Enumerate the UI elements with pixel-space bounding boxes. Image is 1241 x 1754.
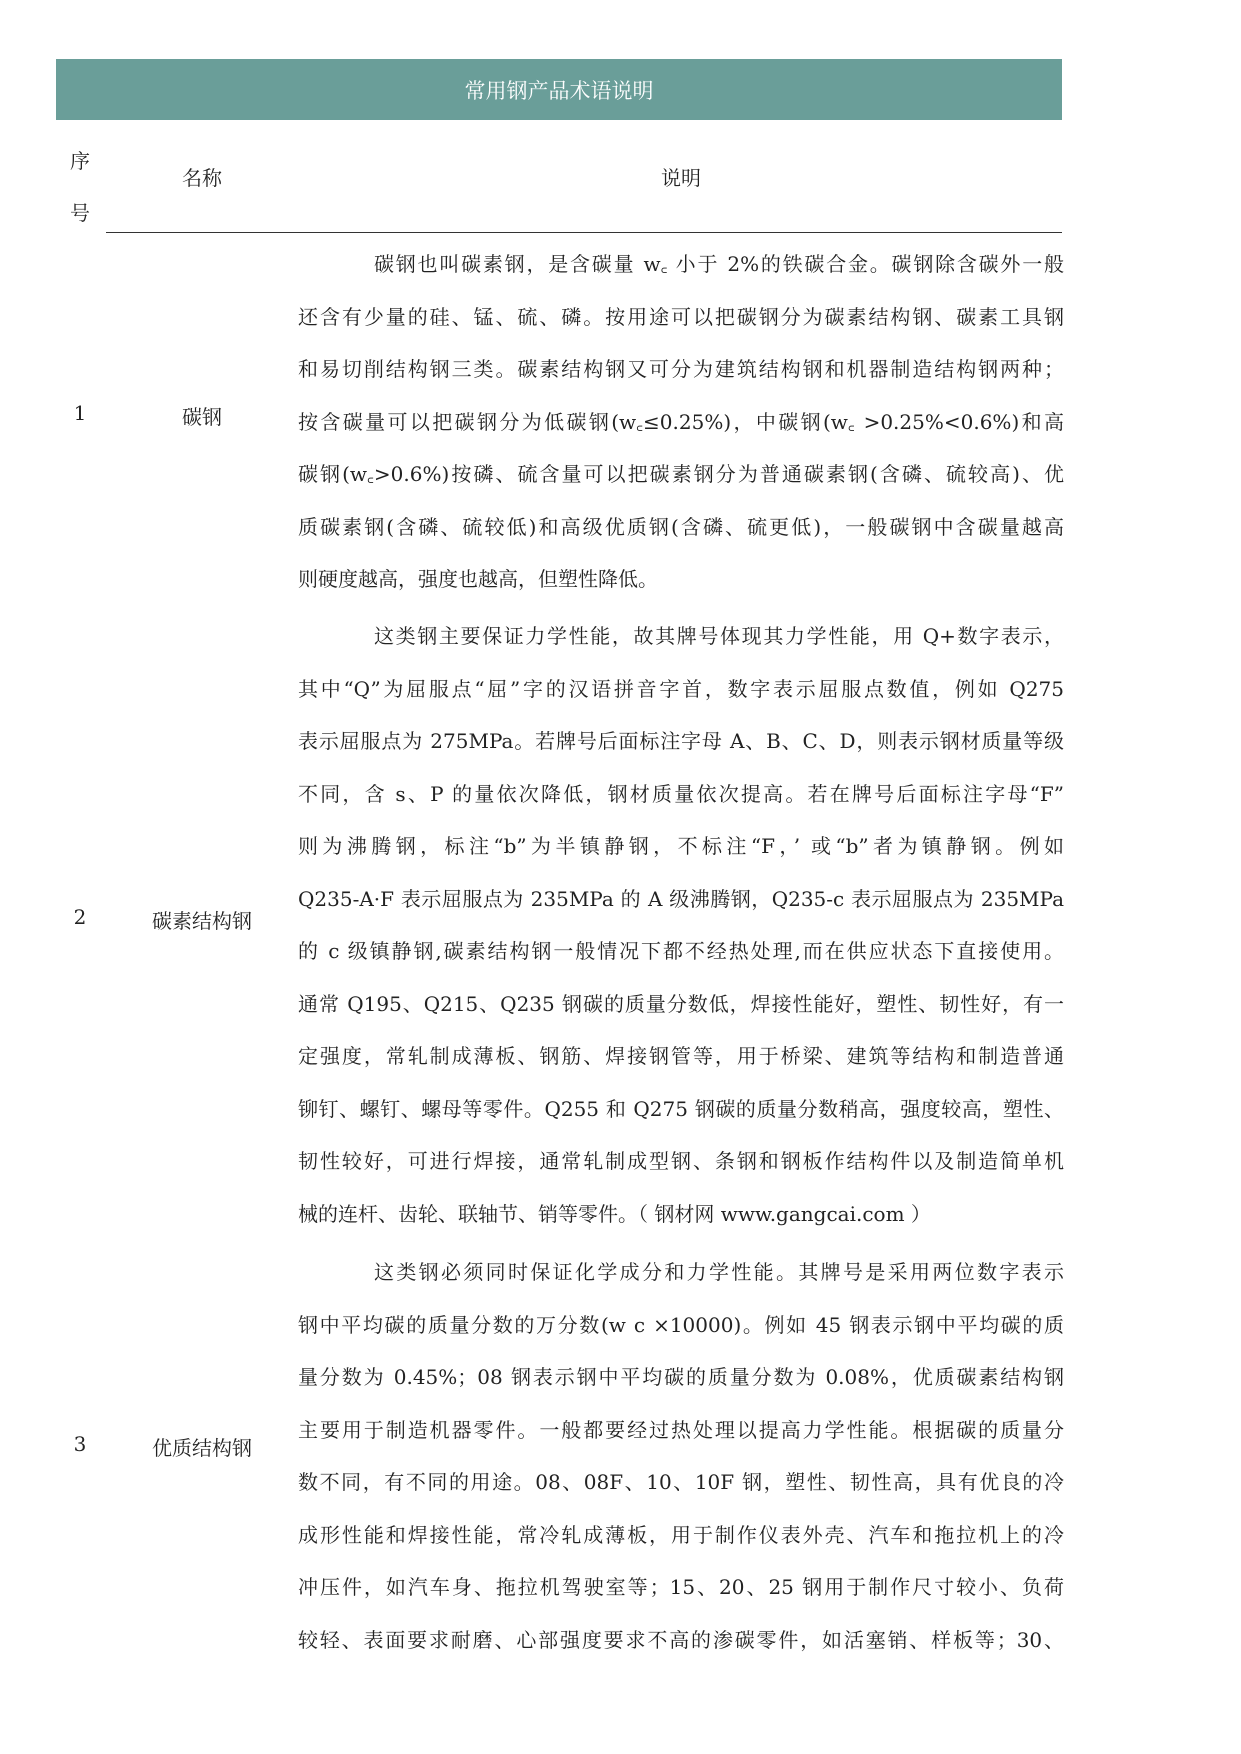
desc-line: 通常 Q195、Q215、Q235 钢碳的质量分数低，焊接性能好，塑性、韧性好，有一 <box>298 991 1064 1016</box>
desc-line: 量分数为 0.45%；08 钢表示钢中平均碳的质量分数为 0.08%，优质碳素结构钢 <box>298 1365 1064 1389</box>
row-3-desc <box>298 1246 1064 1666</box>
desc-line: 则硬度越高，强度也越高，但塑性降低。 <box>298 567 658 591</box>
desc-line: 按含碳量可以把碳钢分为低碳钢(w꜀≤0.25%)，中碳钢(w꜀ >0.25%<0.6%)和高 <box>298 409 1064 434</box>
desc-line: 则为沸腾钢，标注“b”为半镇静钢，不标注“F，’ 或“b”者为镇静钢。例如 <box>298 834 1064 858</box>
desc-line: 还含有少量的硅、锰、硫、磷。按用途可以把碳钢分为碳素结构钢、碳素工具钢 <box>298 304 1064 329</box>
header-name: 名称 <box>182 166 222 190</box>
desc-line: 表示屈服点为 275MPa。若牌号后面标注字母 A、B、C、D，则表示钢材质量等级 <box>298 729 1064 753</box>
desc-line: 冲压件，如汽车身、拖拉机驾驶室等；15、20、25 钢用于制作尺寸较小、负荷 <box>298 1575 1064 1599</box>
row-1-desc <box>298 238 1064 606</box>
row-2-num: 2 <box>73 905 87 929</box>
desc-line: 铆钉、螺钉、螺母等零件。Q255 和 Q275 钢碳的质量分数稍高，强度较高，塑性、 <box>298 1096 1064 1121</box>
row-1-name: 碳钢 <box>182 405 222 429</box>
row-1-num: 1 <box>73 401 87 425</box>
desc-line: 这类钢必须同时保证化学成分和力学性能。其牌号是采用两位数字表示 <box>374 1260 1064 1284</box>
desc-line: 碳钢(w꜀>0.6%)按磷、硫含量可以把碳素钢分为普通碳素钢(含磷、硫较高)、优 <box>298 462 1064 486</box>
desc-line: 的 c 级镇静钢,碳素结构钢一般情况下都不经热处理,而在供应状态下直接使用。 <box>298 939 1064 963</box>
header-seq-line-1: 序 <box>70 149 90 173</box>
desc-line: 成形性能和焊接性能，常冷轧成薄板，用于制作仪表外壳、汽车和拖拉机上的冷 <box>298 1522 1064 1547</box>
desc-line: 主要用于制造机器零件。一般都要经过热处理以提高力学性能。根据碳的质量分 <box>298 1417 1064 1442</box>
desc-line: 不同，含 s、P 的量依次降低，钢材质量依次提高。若在牌号后面标注字母“F” <box>298 781 1064 806</box>
desc-line: Q235-A·F 表示屈服点为 235MPa 的 A 级沸腾钢，Q235-c 表示屈服点为 235MPa <box>298 886 1064 911</box>
header-rule <box>106 232 1062 233</box>
header-desc: 说明 <box>661 166 701 190</box>
row-3-name: 优质结构钢 <box>152 1436 252 1460</box>
header-seq <box>62 135 98 239</box>
row-2-name: 碳素结构钢 <box>152 909 252 933</box>
header-seq-line-2: 号 <box>70 201 90 225</box>
desc-line: 定强度，常轧制成薄板、钢筋、焊接钢管等，用于桥梁、建筑等结构和制造普通 <box>298 1044 1064 1068</box>
row-2-desc <box>298 610 1064 1240</box>
desc-line: 韧性较好，可进行焊接，通常轧制成型钢、条钢和钢板作结构件以及制造简单机 <box>298 1149 1064 1173</box>
row-3-num: 3 <box>73 1432 87 1456</box>
desc-line: 质碳素钢(含磷、硫较低)和高级优质钢(含磷、硫更低)，一般碳钢中含碳量越高 <box>298 514 1064 539</box>
table-title: 常用钢产品术语说明 <box>56 59 1062 120</box>
desc-line: 碳钢也叫碳素钢，是含碳量 w꜀ 小于 2%的铁碳合金。碳钢除含碳外一般 <box>374 252 1064 276</box>
desc-line: 和易切削结构钢三类。碳素结构钢又可分为建筑结构钢和机器制造结构钢两种； <box>298 357 1064 381</box>
desc-line: 械的连杆、齿轮、联轴节、销等零件。（ 钢材网 www.gangcai.com ） <box>298 1201 931 1226</box>
desc-line: 数不同，有不同的用途。08、08F、10、10F 钢，塑性、韧性高，具有优良的冷 <box>298 1470 1064 1494</box>
desc-line: 其中“Q”为屈服点“屈”字的汉语拼音字首，数字表示屈服点数值，例如 Q275 <box>298 676 1064 701</box>
desc-line: 钢中平均碳的质量分数的万分数(w c ×10000)。例如 45 钢表示钢中平均碳的质 <box>298 1312 1064 1337</box>
desc-line: 这类钢主要保证力学性能，故其牌号体现其力学性能，用 Q+数字表示， <box>374 624 1064 648</box>
desc-line: 较轻、表面要求耐磨、心部强度要求不高的渗碳零件，如活塞销、样板等；30、 <box>298 1627 1064 1652</box>
